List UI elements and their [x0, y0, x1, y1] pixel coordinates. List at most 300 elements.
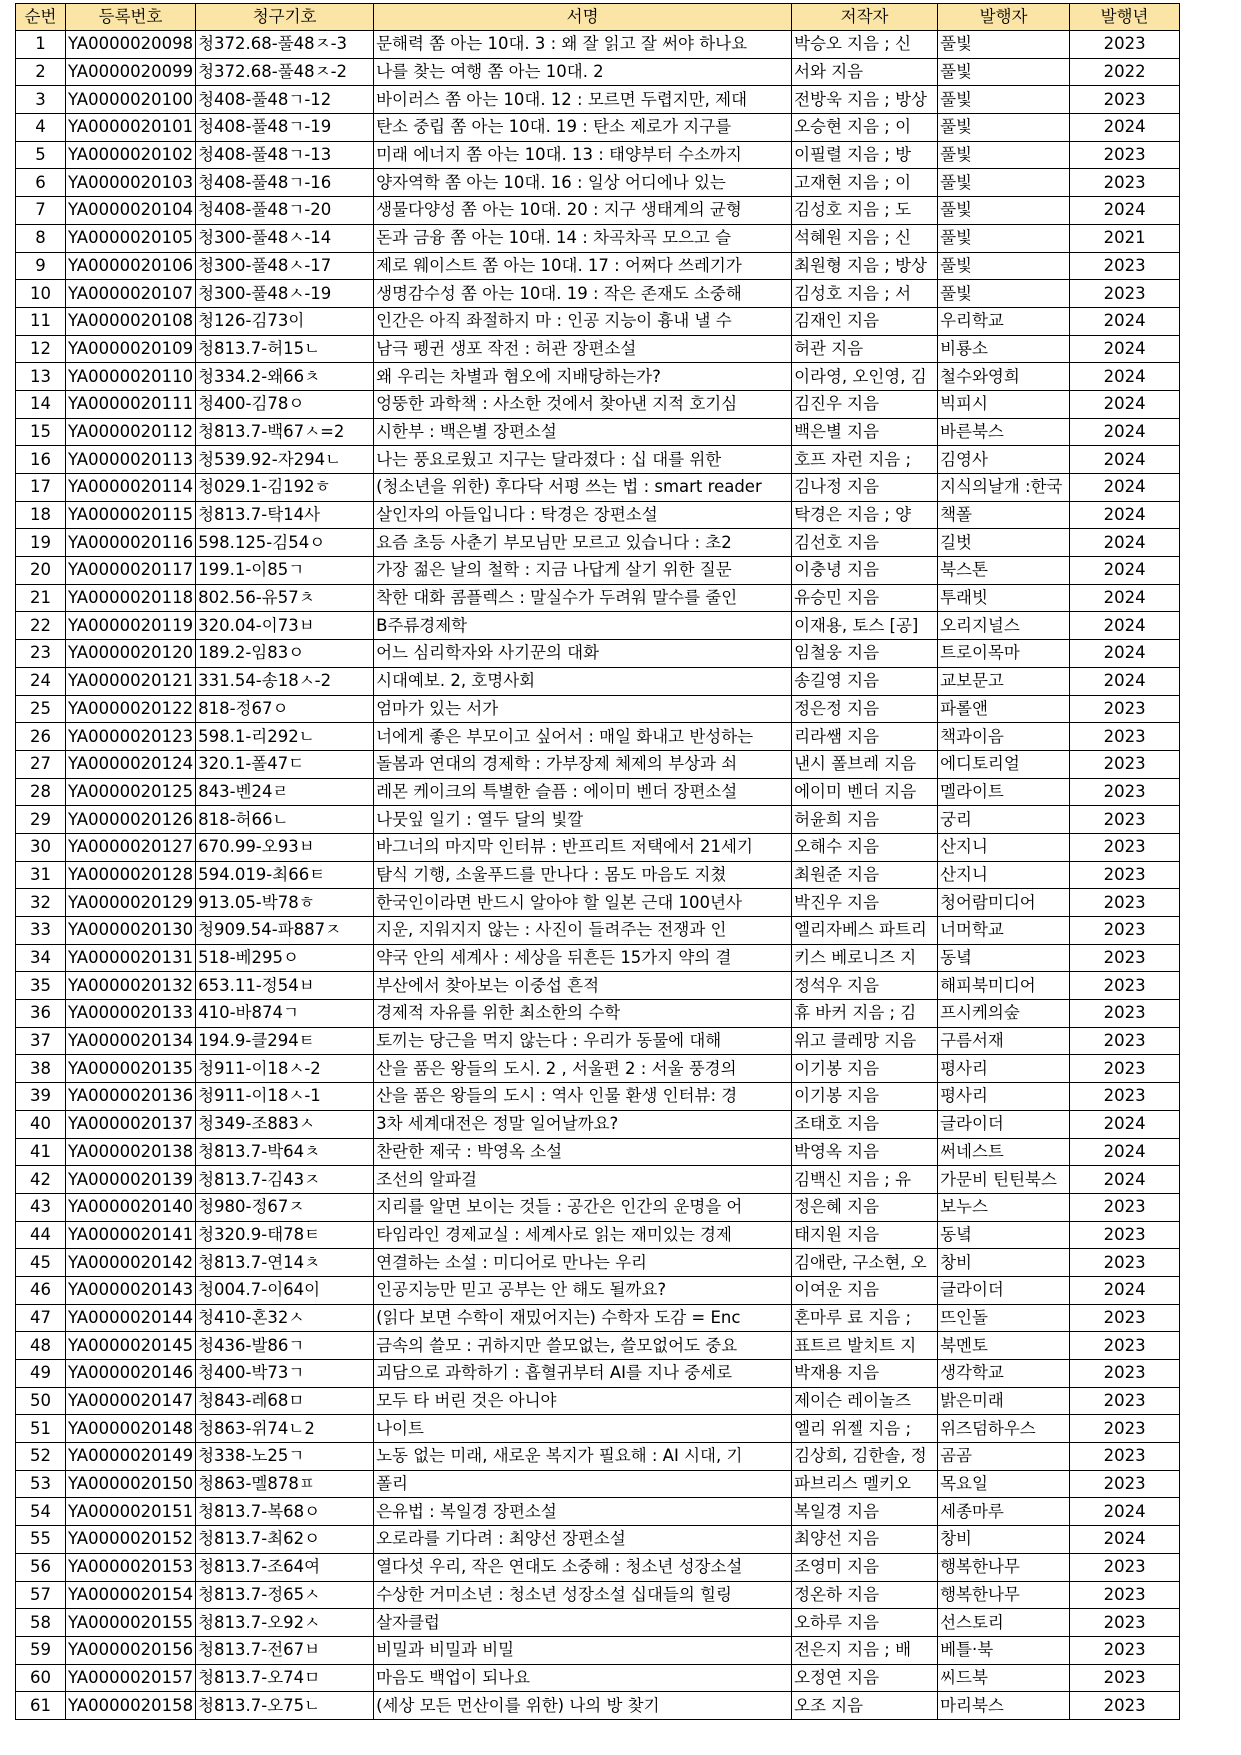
- publisher-cell: 동녘: [938, 1221, 1070, 1249]
- title-cell: 열다섯 우리, 작은 연대도 소중해 : 청소년 성장소설: [374, 1553, 792, 1581]
- author-cell: 조영미 지음: [792, 1553, 938, 1581]
- table-row: [16, 1332, 1180, 1360]
- registration-no-cell: YA0000020099: [66, 58, 196, 86]
- seq-cell: 22: [16, 612, 66, 640]
- registration-no-cell: YA0000020149: [66, 1443, 196, 1471]
- table-row: [16, 1221, 1180, 1249]
- publisher-cell: 창비: [938, 1526, 1070, 1554]
- seq-cell: 23: [16, 640, 66, 668]
- registration-no-cell: YA0000020146: [66, 1360, 196, 1388]
- table-row: [16, 418, 1180, 446]
- table-row: [16, 307, 1180, 335]
- registration-no-cell: YA0000020113: [66, 446, 196, 474]
- author-cell: 최원준 지음: [792, 861, 938, 889]
- seq-cell: 50: [16, 1387, 66, 1415]
- table-row: [16, 750, 1180, 778]
- call-number-cell: 청863-위74ㄴ2: [196, 1415, 374, 1443]
- registration-no-cell: YA0000020107: [66, 280, 196, 308]
- table-row: [16, 224, 1180, 252]
- publisher-cell: 글라이더: [938, 1276, 1070, 1304]
- seq-cell: 55: [16, 1526, 66, 1554]
- registration-no-cell: YA0000020153: [66, 1553, 196, 1581]
- registration-no-cell: YA0000020123: [66, 723, 196, 751]
- registration-no-cell: YA0000020134: [66, 1027, 196, 1055]
- call-number-cell: 청334.2-왜66ㅊ: [196, 363, 374, 391]
- call-number-cell: 802.56-유57ㅊ: [196, 584, 374, 612]
- seq-cell: 48: [16, 1332, 66, 1360]
- author-cell: 전은지 지음 ; 배: [792, 1636, 938, 1664]
- year-cell: 2024: [1070, 640, 1180, 668]
- registration-no-cell: YA0000020104: [66, 197, 196, 225]
- call-number-cell: 598.1-리292ㄴ: [196, 723, 374, 751]
- author-cell: 김애란, 구소현, 오: [792, 1249, 938, 1277]
- title-cell: 은유법 : 복일경 장편소설: [374, 1498, 792, 1526]
- author-cell: 태지원 지음: [792, 1221, 938, 1249]
- publisher-cell: 풀빛: [938, 31, 1070, 59]
- author-cell: 정석우 지음: [792, 972, 938, 1000]
- call-number-cell: 청813.7-탁14사: [196, 501, 374, 529]
- table-row: [16, 1193, 1180, 1221]
- table-row: [16, 723, 1180, 751]
- table-row: [16, 58, 1180, 86]
- title-cell: 어느 심리학자와 사기꾼의 대화: [374, 640, 792, 668]
- call-number-cell: 청909.54-파887ㅈ: [196, 917, 374, 945]
- table-row: [16, 446, 1180, 474]
- title-cell: 가장 젊은 날의 철학 : 지금 나답게 살기 위한 질문: [374, 557, 792, 585]
- table-row: [16, 1415, 1180, 1443]
- table-row: [16, 335, 1180, 363]
- seq-cell: 18: [16, 501, 66, 529]
- header-seq: 순번: [16, 4, 66, 31]
- publisher-cell: 목요일: [938, 1470, 1070, 1498]
- seq-cell: 7: [16, 197, 66, 225]
- year-cell: 2024: [1070, 1526, 1180, 1554]
- registration-no-cell: YA0000020133: [66, 1000, 196, 1028]
- seq-cell: 5: [16, 141, 66, 169]
- title-cell: 지리를 알면 보이는 것들 : 공간은 인간의 운명을 어: [374, 1193, 792, 1221]
- publisher-cell: 에디토리얼: [938, 750, 1070, 778]
- table-row: [16, 31, 1180, 59]
- author-cell: 허관 지음: [792, 335, 938, 363]
- publisher-cell: 오리지널스: [938, 612, 1070, 640]
- title-cell: 돈과 금융 쫌 아는 10대. 14 : 차곡차곡 모으고 슬: [374, 224, 792, 252]
- call-number-cell: 청843-레68ㅁ: [196, 1387, 374, 1415]
- seq-cell: 39: [16, 1083, 66, 1111]
- call-number-cell: 청408-풀48ㄱ-12: [196, 86, 374, 114]
- table-row: [16, 861, 1180, 889]
- author-cell: 표트르 발치트 지: [792, 1332, 938, 1360]
- seq-cell: 40: [16, 1110, 66, 1138]
- table-row: [16, 1692, 1180, 1720]
- title-cell: 착한 대화 콤플렉스 : 말실수가 두려워 말수를 줄인: [374, 584, 792, 612]
- publisher-cell: 풀빛: [938, 197, 1070, 225]
- title-cell: 산을 품은 왕들의 도시 : 역사 인물 환생 인터뷰: 경: [374, 1083, 792, 1111]
- author-cell: 서와 지음: [792, 58, 938, 86]
- publisher-cell: 창비: [938, 1249, 1070, 1277]
- title-cell: 남극 펭귄 생포 작전 : 허관 장편소설: [374, 335, 792, 363]
- title-cell: 인간은 아직 좌절하지 마 : 인공 지능이 흉내 낼 수: [374, 307, 792, 335]
- title-cell: (청소년을 위한) 후다닥 서평 쓰는 법 : smart reader: [374, 474, 792, 502]
- table-row: [16, 1443, 1180, 1471]
- author-cell: 김성호 지음 ; 도: [792, 197, 938, 225]
- table-row: [16, 695, 1180, 723]
- year-cell: 2023: [1070, 889, 1180, 917]
- author-cell: 유승민 지음: [792, 584, 938, 612]
- table-row: [16, 390, 1180, 418]
- year-cell: 2023: [1070, 1055, 1180, 1083]
- title-cell: 괴담으로 과학하기 : 흡혈귀부터 AI를 지나 중세로: [374, 1360, 792, 1388]
- call-number-cell: 청300-풀48ㅅ-19: [196, 280, 374, 308]
- publisher-cell: 행복한나무: [938, 1553, 1070, 1581]
- year-cell: 2023: [1070, 695, 1180, 723]
- year-cell: 2023: [1070, 972, 1180, 1000]
- year-cell: 2023: [1070, 31, 1180, 59]
- call-number-cell: 청372.68-풀48ㅈ-3: [196, 31, 374, 59]
- registration-no-cell: YA0000020129: [66, 889, 196, 917]
- seq-cell: 2: [16, 58, 66, 86]
- year-cell: 2023: [1070, 861, 1180, 889]
- author-cell: 키스 베로니즈 지: [792, 944, 938, 972]
- header-title: 서명: [374, 4, 792, 31]
- year-cell: 2023: [1070, 778, 1180, 806]
- registration-no-cell: YA0000020147: [66, 1387, 196, 1415]
- author-cell: 최원형 지음 ; 방상: [792, 252, 938, 280]
- author-cell: 이충녕 지음: [792, 557, 938, 585]
- seq-cell: 3: [16, 86, 66, 114]
- registration-no-cell: YA0000020118: [66, 584, 196, 612]
- table-row: [16, 667, 1180, 695]
- call-number-cell: 청813.7-조64여: [196, 1553, 374, 1581]
- seq-cell: 61: [16, 1692, 66, 1720]
- year-cell: 2023: [1070, 1415, 1180, 1443]
- title-cell: 노동 없는 미래, 새로운 복지가 필요해 : AI 시대, 기: [374, 1443, 792, 1471]
- author-cell: 오정연 지음: [792, 1664, 938, 1692]
- registration-no-cell: YA0000020117: [66, 557, 196, 585]
- registration-no-cell: YA0000020142: [66, 1249, 196, 1277]
- registration-no-cell: YA0000020114: [66, 474, 196, 502]
- publisher-cell: 구름서재: [938, 1027, 1070, 1055]
- title-cell: 나는 풍요로웠고 지구는 달라졌다 : 십 대를 위한: [374, 446, 792, 474]
- title-cell: 수상한 거미소년 : 청소년 성장소설 십대들의 힐링: [374, 1581, 792, 1609]
- registration-no-cell: YA0000020140: [66, 1193, 196, 1221]
- seq-cell: 52: [16, 1443, 66, 1471]
- table-row: [16, 197, 1180, 225]
- author-cell: 임철웅 지음: [792, 640, 938, 668]
- registration-no-cell: YA0000020141: [66, 1221, 196, 1249]
- call-number-cell: 320.04-이73ㅂ: [196, 612, 374, 640]
- table-row: [16, 612, 1180, 640]
- call-number-cell: 청400-박73ㄱ: [196, 1360, 374, 1388]
- author-cell: 오조 지음: [792, 1692, 938, 1720]
- author-cell: 백은별 지음: [792, 418, 938, 446]
- publisher-cell: 비룡소: [938, 335, 1070, 363]
- author-cell: 박영옥 지음: [792, 1138, 938, 1166]
- seq-cell: 19: [16, 529, 66, 557]
- author-cell: 김선호 지음: [792, 529, 938, 557]
- author-cell: 이기봉 지음: [792, 1083, 938, 1111]
- title-cell: 바그너의 마지막 인터뷰 : 반프리트 저택에서 21세기: [374, 833, 792, 861]
- registration-no-cell: YA0000020150: [66, 1470, 196, 1498]
- seq-cell: 60: [16, 1664, 66, 1692]
- year-cell: 2024: [1070, 363, 1180, 391]
- header-publisher: 발행자: [938, 4, 1070, 31]
- author-cell: 이기봉 지음: [792, 1055, 938, 1083]
- author-cell: 복일경 지음: [792, 1498, 938, 1526]
- publisher-cell: 산지니: [938, 861, 1070, 889]
- title-cell: 인공지능만 믿고 공부는 안 해도 될까요?: [374, 1276, 792, 1304]
- registration-no-cell: YA0000020145: [66, 1332, 196, 1360]
- seq-cell: 33: [16, 917, 66, 945]
- publisher-cell: 보누스: [938, 1193, 1070, 1221]
- registration-no-cell: YA0000020098: [66, 31, 196, 59]
- header-call-number: 청구기호: [196, 4, 374, 31]
- registration-no-cell: YA0000020158: [66, 1692, 196, 1720]
- author-cell: 이필렬 지음 ; 방: [792, 141, 938, 169]
- call-number-cell: 청911-이18ㅅ-2: [196, 1055, 374, 1083]
- registration-no-cell: YA0000020126: [66, 806, 196, 834]
- year-cell: 2023: [1070, 833, 1180, 861]
- registration-no-cell: YA0000020155: [66, 1609, 196, 1637]
- author-cell: 엘리 위젤 지음 ;: [792, 1415, 938, 1443]
- year-cell: 2023: [1070, 1360, 1180, 1388]
- call-number-cell: 청408-풀48ㄱ-19: [196, 114, 374, 142]
- seq-cell: 25: [16, 695, 66, 723]
- registration-no-cell: YA0000020128: [66, 861, 196, 889]
- title-cell: B주류경제학: [374, 612, 792, 640]
- publisher-cell: 곰곰: [938, 1443, 1070, 1471]
- author-cell: 파브리스 멜키오: [792, 1470, 938, 1498]
- author-cell: 혼마루 료 지음 ;: [792, 1304, 938, 1332]
- author-cell: 엘리자베스 파트리: [792, 917, 938, 945]
- publisher-cell: 트로이목마: [938, 640, 1070, 668]
- registration-no-cell: YA0000020137: [66, 1110, 196, 1138]
- table-row: [16, 557, 1180, 585]
- year-cell: 2023: [1070, 1387, 1180, 1415]
- registration-no-cell: YA0000020131: [66, 944, 196, 972]
- year-cell: 2023: [1070, 1692, 1180, 1720]
- author-cell: 김재인 지음: [792, 307, 938, 335]
- call-number-cell: 818-정67ㅇ: [196, 695, 374, 723]
- seq-cell: 37: [16, 1027, 66, 1055]
- year-cell: 2023: [1070, 1193, 1180, 1221]
- seq-cell: 36: [16, 1000, 66, 1028]
- title-cell: 조선의 알파걸: [374, 1166, 792, 1194]
- registration-no-cell: YA0000020125: [66, 778, 196, 806]
- seq-cell: 35: [16, 972, 66, 1000]
- year-cell: 2023: [1070, 1221, 1180, 1249]
- year-cell: 2023: [1070, 1000, 1180, 1028]
- author-cell: 송길영 지음: [792, 667, 938, 695]
- registration-no-cell: YA0000020101: [66, 114, 196, 142]
- call-number-cell: 청813.7-연14ㅊ: [196, 1249, 374, 1277]
- registration-no-cell: YA0000020106: [66, 252, 196, 280]
- seq-cell: 58: [16, 1609, 66, 1637]
- registration-no-cell: YA0000020110: [66, 363, 196, 391]
- publisher-cell: 평사리: [938, 1055, 1070, 1083]
- title-cell: 레몬 케이크의 특별한 슬픔 : 에이미 벤더 장편소설: [374, 778, 792, 806]
- call-number-cell: 청813.7-복68ㅇ: [196, 1498, 374, 1526]
- publisher-cell: 북스톤: [938, 557, 1070, 585]
- call-number-cell: 청436-발86ㄱ: [196, 1332, 374, 1360]
- year-cell: 2021: [1070, 224, 1180, 252]
- year-cell: 2023: [1070, 723, 1180, 751]
- seq-cell: 29: [16, 806, 66, 834]
- registration-no-cell: YA0000020112: [66, 418, 196, 446]
- title-cell: 제로 웨이스트 쫌 아는 10대. 17 : 어쩌다 쓰레기가: [374, 252, 792, 280]
- table-row: [16, 917, 1180, 945]
- title-cell: 탄소 중립 쫌 아는 10대. 19 : 탄소 제로가 지구를: [374, 114, 792, 142]
- title-cell: 연결하는 소설 : 미디어로 만나는 우리: [374, 1249, 792, 1277]
- table-row: [16, 584, 1180, 612]
- publisher-cell: 씨드북: [938, 1664, 1070, 1692]
- call-number-cell: 913.05-박78ㅎ: [196, 889, 374, 917]
- registration-no-cell: YA0000020103: [66, 169, 196, 197]
- table-row: [16, 1609, 1180, 1637]
- registration-no-cell: YA0000020148: [66, 1415, 196, 1443]
- title-cell: 폴리: [374, 1470, 792, 1498]
- publisher-cell: 밝은미래: [938, 1387, 1070, 1415]
- title-cell: 약국 안의 세계사 : 세상을 뒤흔든 15가지 약의 결: [374, 944, 792, 972]
- call-number-cell: 청911-이18ㅅ-1: [196, 1083, 374, 1111]
- publisher-cell: 풀빛: [938, 114, 1070, 142]
- year-cell: 2023: [1070, 1304, 1180, 1332]
- call-number-cell: 청300-풀48ㅅ-14: [196, 224, 374, 252]
- title-cell: 살자클럽: [374, 1609, 792, 1637]
- seq-cell: 27: [16, 750, 66, 778]
- author-cell: 전방욱 지음 ; 방상: [792, 86, 938, 114]
- header-row: [16, 4, 1180, 31]
- seq-cell: 14: [16, 390, 66, 418]
- registration-no-cell: YA0000020111: [66, 390, 196, 418]
- publisher-cell: 프시케의숲: [938, 1000, 1070, 1028]
- author-cell: 정은정 지음: [792, 695, 938, 723]
- table-row: [16, 1083, 1180, 1111]
- table-row: [16, 806, 1180, 834]
- year-cell: 2023: [1070, 1470, 1180, 1498]
- title-cell: 나를 찾는 여행 쫌 아는 10대. 2: [374, 58, 792, 86]
- year-cell: 2024: [1070, 114, 1180, 142]
- table-row: [16, 1138, 1180, 1166]
- year-cell: 2023: [1070, 1553, 1180, 1581]
- publisher-cell: 글라이더: [938, 1110, 1070, 1138]
- author-cell: 김성호 지음 ; 서: [792, 280, 938, 308]
- year-cell: 2023: [1070, 1609, 1180, 1637]
- table-row: [16, 501, 1180, 529]
- author-cell: 김나정 지음: [792, 474, 938, 502]
- call-number-cell: 청300-풀48ㅅ-17: [196, 252, 374, 280]
- call-number-cell: 청813.7-전67ㅂ: [196, 1636, 374, 1664]
- registration-no-cell: YA0000020116: [66, 529, 196, 557]
- year-cell: 2023: [1070, 917, 1180, 945]
- registration-no-cell: YA0000020152: [66, 1526, 196, 1554]
- table-row: [16, 889, 1180, 917]
- year-cell: 2024: [1070, 1110, 1180, 1138]
- seq-cell: 11: [16, 307, 66, 335]
- year-cell: 2023: [1070, 1027, 1180, 1055]
- author-cell: 이여운 지음: [792, 1276, 938, 1304]
- author-cell: 최양선 지음: [792, 1526, 938, 1554]
- registration-no-cell: YA0000020120: [66, 640, 196, 668]
- table-row: [16, 1166, 1180, 1194]
- publisher-cell: 궁리: [938, 806, 1070, 834]
- year-cell: 2023: [1070, 750, 1180, 778]
- author-cell: 김백신 지음 ; 유: [792, 1166, 938, 1194]
- table-row: [16, 529, 1180, 557]
- year-cell: 2023: [1070, 280, 1180, 308]
- publisher-cell: 풀빛: [938, 224, 1070, 252]
- publisher-cell: 해피북미디어: [938, 972, 1070, 1000]
- publisher-cell: 우리학교: [938, 307, 1070, 335]
- author-cell: 위고 클레망 지음: [792, 1027, 938, 1055]
- table-row: [16, 972, 1180, 1000]
- publisher-cell: 투래빗: [938, 584, 1070, 612]
- year-cell: 2023: [1070, 1443, 1180, 1471]
- header-registration-no: 등록번호: [66, 4, 196, 31]
- call-number-cell: 청813.7-최62ㅇ: [196, 1526, 374, 1554]
- publisher-cell: 풀빛: [938, 86, 1070, 114]
- title-cell: 탐식 기행, 소울푸드를 만나다 : 몸도 마음도 지쳤: [374, 861, 792, 889]
- table-row: [16, 944, 1180, 972]
- publisher-cell: 세종마루: [938, 1498, 1070, 1526]
- call-number-cell: 653.11-정54ㅂ: [196, 972, 374, 1000]
- author-cell: 탁경은 지음 ; 양: [792, 501, 938, 529]
- publisher-cell: 베틀·북: [938, 1636, 1070, 1664]
- registration-no-cell: YA0000020132: [66, 972, 196, 1000]
- table-row: [16, 252, 1180, 280]
- table-row: [16, 86, 1180, 114]
- publisher-cell: 멜라이트: [938, 778, 1070, 806]
- call-number-cell: 518-베295ㅇ: [196, 944, 374, 972]
- call-number-cell: 청372.68-풀48ㅈ-2: [196, 58, 374, 86]
- author-cell: 오하루 지음: [792, 1609, 938, 1637]
- title-cell: 오로라를 기다려 : 최양선 장편소설: [374, 1526, 792, 1554]
- year-cell: 2023: [1070, 1664, 1180, 1692]
- seq-cell: 30: [16, 833, 66, 861]
- year-cell: 2023: [1070, 1636, 1180, 1664]
- title-cell: 경제적 자유를 위한 최소한의 수학: [374, 1000, 792, 1028]
- table-row: [16, 1000, 1180, 1028]
- header-year: 발행년: [1070, 4, 1180, 31]
- registration-no-cell: YA0000020144: [66, 1304, 196, 1332]
- table-row: [16, 1526, 1180, 1554]
- title-cell: 생명감수성 쫌 아는 10대. 19 : 작은 존재도 소중해: [374, 280, 792, 308]
- registration-no-cell: YA0000020115: [66, 501, 196, 529]
- seq-cell: 21: [16, 584, 66, 612]
- table-row: [16, 280, 1180, 308]
- registration-no-cell: YA0000020119: [66, 612, 196, 640]
- year-cell: 2023: [1070, 1249, 1180, 1277]
- publisher-cell: 파롤앤: [938, 695, 1070, 723]
- year-cell: 2023: [1070, 86, 1180, 114]
- seq-cell: 42: [16, 1166, 66, 1194]
- seq-cell: 31: [16, 861, 66, 889]
- call-number-cell: 청408-풀48ㄱ-13: [196, 141, 374, 169]
- call-number-cell: 청813.7-김43ㅈ: [196, 1166, 374, 1194]
- title-cell: 비밀과 비밀과 비밀: [374, 1636, 792, 1664]
- registration-no-cell: YA0000020102: [66, 141, 196, 169]
- year-cell: 2024: [1070, 1276, 1180, 1304]
- header-author: 저작자: [792, 4, 938, 31]
- call-number-cell: 청400-김78ㅇ: [196, 390, 374, 418]
- registration-no-cell: YA0000020135: [66, 1055, 196, 1083]
- table-row: [16, 1664, 1180, 1692]
- registration-no-cell: YA0000020138: [66, 1138, 196, 1166]
- table-row: [16, 1581, 1180, 1609]
- publisher-cell: 풀빛: [938, 252, 1070, 280]
- call-number-cell: 청813.7-오92ㅅ: [196, 1609, 374, 1637]
- year-cell: 2023: [1070, 1332, 1180, 1360]
- author-cell: 이라영, 오인영, 김: [792, 363, 938, 391]
